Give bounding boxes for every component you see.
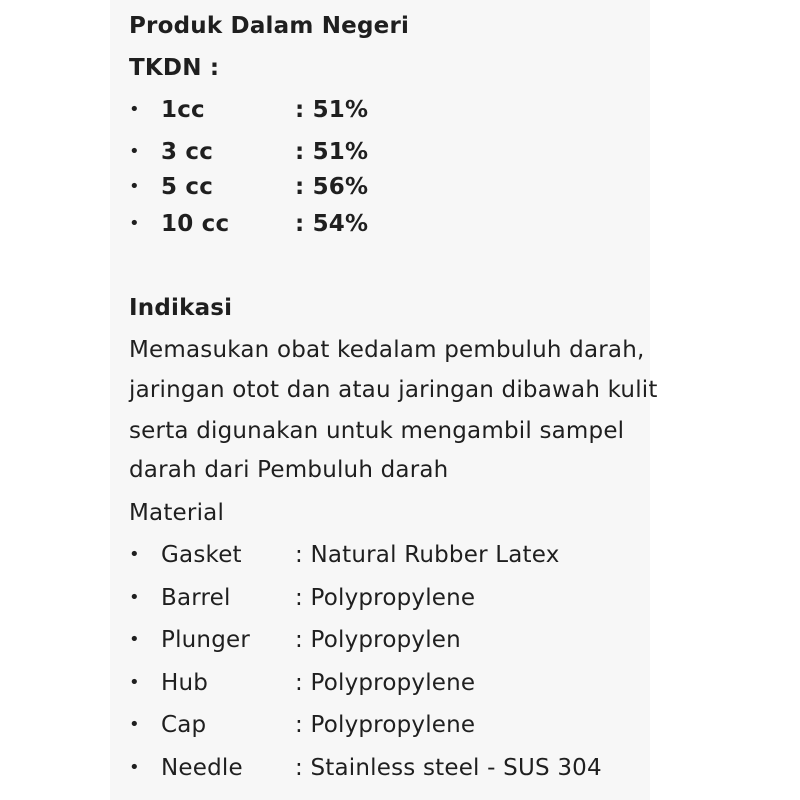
tkdn-subheading: TKDN :: [129, 55, 220, 81]
item-value: : Polypropylen: [295, 627, 461, 653]
bullet-icon: •: [129, 176, 140, 197]
item-value: : 56%: [295, 174, 369, 200]
indikasi-heading: Indikasi: [129, 295, 233, 321]
bullet-icon: •: [129, 587, 140, 608]
bullet-icon: •: [129, 757, 140, 778]
bullet-icon: •: [129, 629, 140, 650]
item-key: 5 cc: [161, 174, 214, 200]
item-key: Barrel: [161, 585, 231, 611]
bullet-icon: •: [129, 544, 140, 565]
item-key: Hub: [161, 670, 209, 696]
item-key: 3 cc: [161, 139, 214, 165]
list-item: [129, 626, 649, 654]
item-key: Needle: [161, 755, 243, 781]
bullet-icon: •: [129, 141, 140, 162]
item-value: : Polypropylene: [295, 670, 476, 696]
item-value: : 51%: [295, 139, 369, 165]
list-item: [129, 584, 649, 612]
item-value: : 51%: [295, 97, 369, 123]
item-value: : 54%: [295, 211, 369, 237]
list-item: [129, 711, 649, 739]
indikasi-line: jaringan otot dan atau jaringan dibawah kulit: [129, 377, 658, 403]
bullet-icon: •: [129, 714, 140, 735]
item-key: 1cc: [161, 97, 205, 123]
indikasi-line: Memasukan obat kedalam pembuluh darah,: [129, 337, 645, 363]
list-item: [129, 96, 649, 124]
bullet-icon: •: [129, 213, 140, 234]
material-heading: Material: [129, 500, 225, 526]
item-key: Plunger: [161, 627, 251, 653]
item-value: : Polypropylene: [295, 712, 476, 738]
item-key: Cap: [161, 712, 207, 738]
tkdn-heading: Produk Dalam Negeri: [129, 13, 410, 39]
list-item: [129, 541, 649, 569]
item-key: Gasket: [161, 542, 242, 568]
list-item: [129, 173, 649, 201]
list-item: [129, 754, 649, 782]
item-key: 10 cc: [161, 211, 230, 237]
indikasi-line: darah dari Pembuluh darah: [129, 457, 449, 483]
item-value: : Stainless steel - SUS 304: [295, 755, 602, 781]
list-item: [129, 669, 649, 697]
bullet-icon: •: [129, 672, 140, 693]
item-value: : Natural Rubber Latex: [295, 542, 560, 568]
list-item: [129, 210, 649, 238]
list-item: [129, 138, 649, 166]
bullet-icon: •: [129, 99, 140, 120]
indikasi-line: serta digunakan untuk mengambil sampel: [129, 418, 625, 444]
item-value: : Polypropylene: [295, 585, 476, 611]
